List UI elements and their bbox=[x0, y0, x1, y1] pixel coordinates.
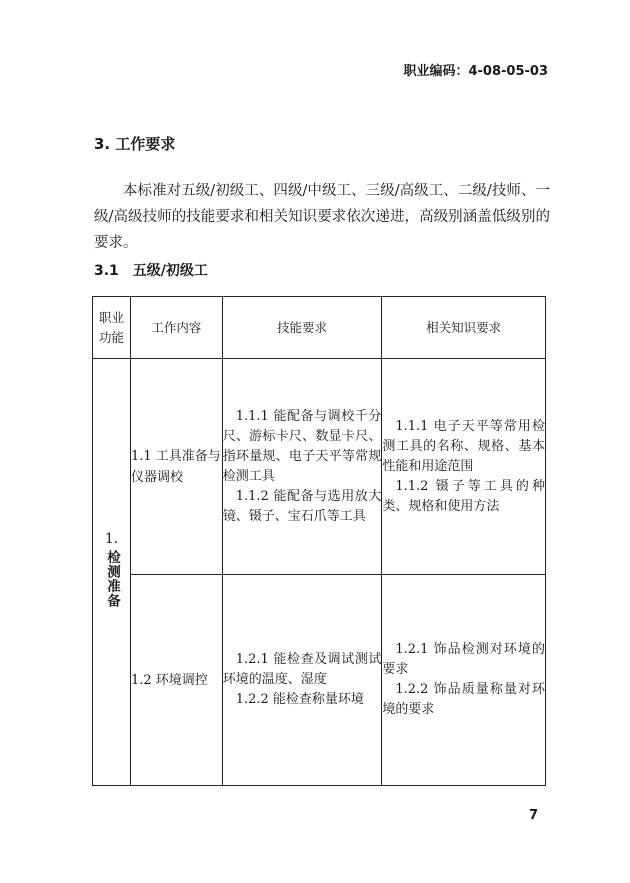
skill-item: 1.2.2 能检查称量环境 bbox=[235, 692, 364, 707]
table-header-row bbox=[93, 297, 546, 359]
page-number: 7 bbox=[528, 808, 538, 823]
knowledge-item: 1.2.1 饰品检测对环境的要求 bbox=[382, 642, 545, 677]
header-work: 工作内容 bbox=[130, 297, 222, 359]
knowledge-item: 1.2.2 饰品质量称量对环境的要求 bbox=[382, 682, 545, 717]
header-function-line1: 职业 bbox=[98, 309, 124, 325]
occupation-code: 职业编码：4-08-05-03 bbox=[403, 64, 548, 79]
work-cell: 1.2 环境调控 bbox=[130, 575, 222, 786]
subsection-heading: 3.1 五级/初级工 bbox=[94, 263, 208, 279]
function-name: 检测准备 bbox=[103, 550, 120, 608]
table-row bbox=[93, 359, 546, 575]
knowledge-cell bbox=[382, 575, 546, 786]
skill-cell bbox=[222, 359, 382, 575]
section-intro: 本标准对五级/初级工、四级/中级工、三级/高级工、二级/技师、一级/高级技师的技能要求和相关知识要求依次递进，高级别涵盖低级别的要求。 bbox=[94, 183, 550, 251]
knowledge-item: 1.1.2 镊子等工具的种类、规格和使用方法 bbox=[382, 478, 545, 514]
skill-item: 1.1.2 能配备与选用放大镜、镊子、宝石爪等工具 bbox=[222, 488, 382, 524]
section-heading: 3. 工作要求 bbox=[94, 135, 176, 153]
skill-cell bbox=[222, 575, 382, 786]
requirements-table bbox=[92, 296, 546, 786]
skill-item: 1.2.1 能检查及调试测试环境的温度、湿度 bbox=[222, 652, 382, 687]
table-row bbox=[93, 575, 546, 786]
function-cell bbox=[93, 359, 131, 786]
skill-item: 1.1.1 能配备与调校千分尺、游标卡尺、数显卡尺、指环量规、电子天平等常规检测工具 bbox=[222, 408, 382, 484]
header-skill: 技能要求 bbox=[222, 297, 382, 359]
header-knowledge: 相关知识要求 bbox=[382, 297, 546, 359]
work-cell: 1.1 工具准备与仪器调校 bbox=[130, 359, 222, 575]
header-function bbox=[93, 297, 131, 359]
function-number: 1. bbox=[105, 531, 118, 547]
knowledge-cell bbox=[382, 359, 546, 575]
knowledge-item: 1.1.1 电子天平等常用检测工具的名称、规格、基本性能和用途范围 bbox=[382, 418, 545, 474]
header-function-line2: 功能 bbox=[98, 329, 124, 345]
